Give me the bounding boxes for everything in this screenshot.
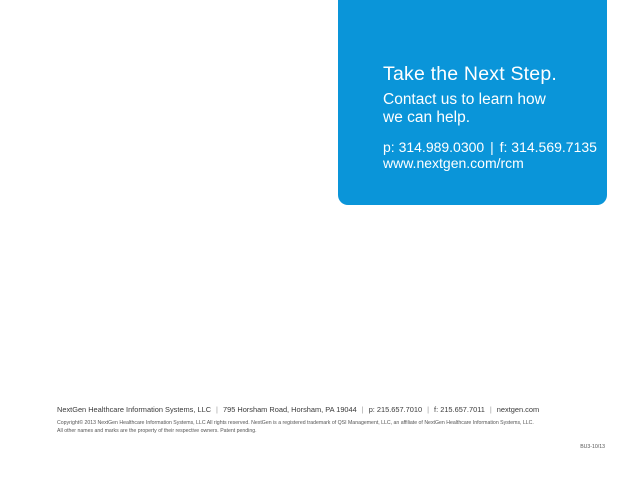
footer-divider: | bbox=[489, 405, 492, 414]
footer-company: NextGen Healthcare Information Systems, LLC bbox=[57, 405, 212, 414]
legal-trademark-line: All other names and marks are the property of their respective owners. Patent pending. bbox=[57, 427, 257, 434]
footer-divider: | bbox=[427, 405, 430, 414]
footer-website-link[interactable]: nextgen.com bbox=[496, 405, 540, 414]
legal-copyright-line: Copyright© 2013 NextGen Healthcare Information Systems, LLC All rights reserved. NextGen is a registered trademark of QSI Management, LLC, an affiliate of NextGen Healthcare Information Systems, LLC. bbox=[57, 420, 534, 426]
cta-subheading bbox=[383, 91, 546, 127]
cta-website-link[interactable]: www.nextgen.com/rcm bbox=[383, 155, 524, 171]
cta-phone-number: p: 314.989.0300 bbox=[383, 139, 485, 155]
cta-separator: | bbox=[490, 139, 494, 155]
footer-phone: p: 215.657.7010 bbox=[368, 405, 423, 414]
contact-cta-panel bbox=[338, 0, 607, 205]
footer-fax: f: 215.657.7011 bbox=[434, 405, 485, 414]
cta-subheading-line-2: we can help. bbox=[383, 109, 471, 126]
footer-contact-line bbox=[57, 405, 539, 414]
footer-divider: | bbox=[361, 405, 364, 414]
document-code: BU3-10/13 bbox=[580, 444, 605, 450]
cta-phone-fax bbox=[383, 139, 597, 155]
footer-address: 795 Horsham Road, Horsham, PA 19044 bbox=[222, 405, 357, 414]
cta-subheading-line-1: Contact us to learn how bbox=[383, 91, 546, 108]
footer-divider: | bbox=[216, 405, 218, 414]
legal-notice bbox=[57, 420, 534, 435]
cta-heading: Take the Next Step. bbox=[383, 63, 557, 85]
cta-fax-number: f: 314.569.7135 bbox=[499, 139, 597, 155]
